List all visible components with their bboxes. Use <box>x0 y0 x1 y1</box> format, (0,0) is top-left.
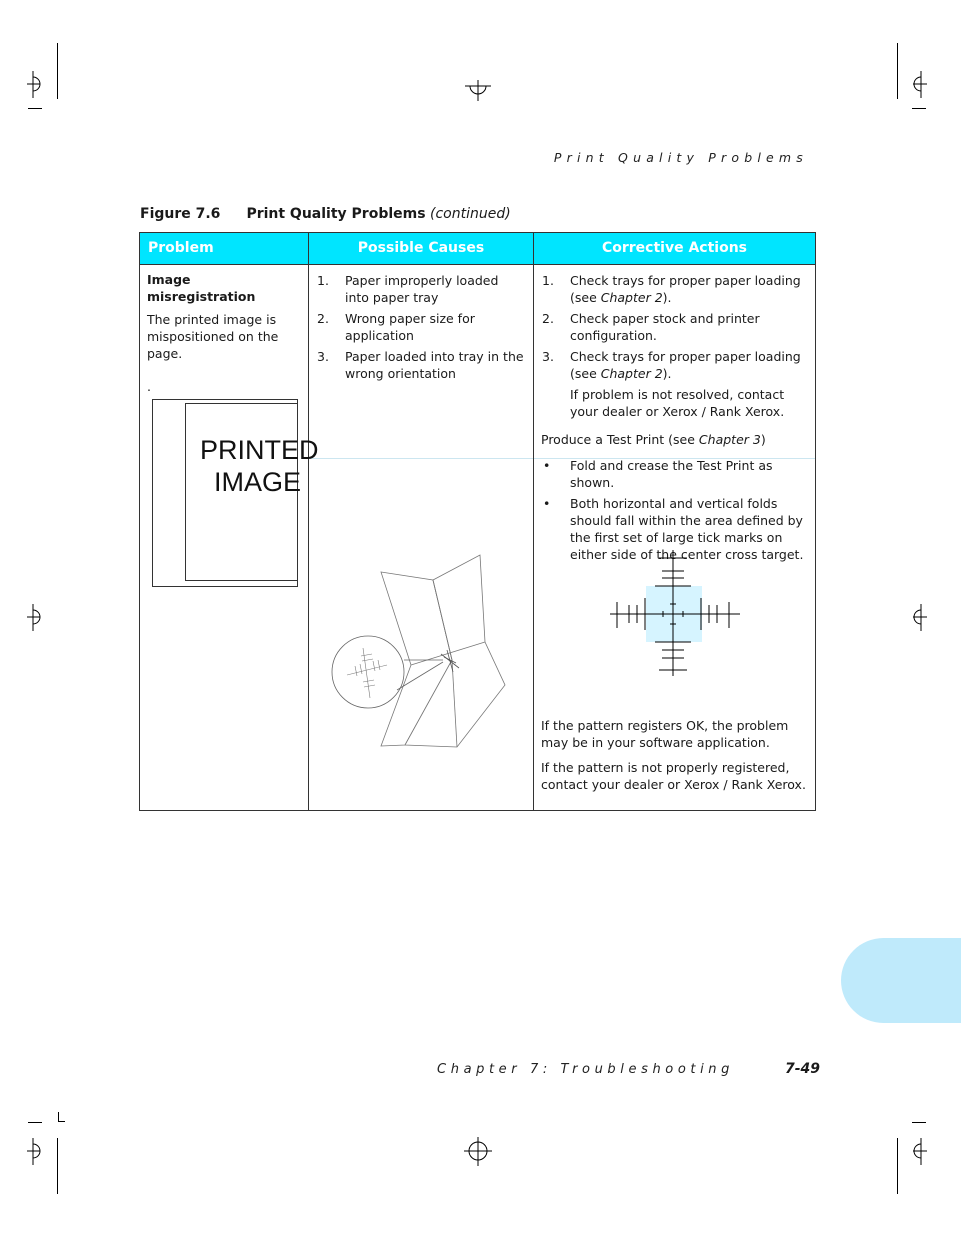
column-header-causes: Possible Causes <box>309 233 534 265</box>
problem-stray-mark: . <box>147 379 151 394</box>
footer-chapter: Chapter 7: Troubleshooting <box>437 1062 734 1077</box>
list-item: • Fold and crease the Test Print as shown. <box>543 458 773 490</box>
result-bad-text: If the pattern is not properly registered, contact your dealer or Xerox / Rank Xerox. <box>541 760 806 792</box>
list-item: 3. Check trays for proper paper loading (see Chapter 2). <box>542 349 801 381</box>
problem-description: The printed image is mispositioned on the page. <box>147 312 279 361</box>
result-ok-text: If the pattern registers OK, the problem may be in your software application. <box>541 718 789 750</box>
figure-qualifier: (continued) <box>430 206 511 222</box>
test-print-instruction: Produce a Test Print (see Chapter 3) <box>541 432 766 447</box>
chapter-tab <box>841 938 961 1023</box>
list-item: 2. Check paper stock and printer configuration. <box>542 311 760 343</box>
list-item: 2. Wrong paper size for application <box>317 311 475 343</box>
column-header-actions: Corrective Actions <box>534 233 816 265</box>
page-number: 7-49 <box>785 1061 821 1077</box>
figure-number: Figure 7.6 <box>140 206 221 222</box>
causes-list <box>316 272 526 382</box>
action-note: If problem is not resolved, contact your dealer or Xerox / Rank Xerox. <box>570 387 785 419</box>
problem-title: Image misregistration <box>147 272 256 304</box>
printed-image-line1: PRINTED <box>200 435 319 465</box>
list-item: 3. Paper loaded into tray in the wrong orientation <box>317 349 524 381</box>
figure-caption <box>140 206 511 222</box>
list-item: 1. Paper improperly loaded into paper tray <box>317 273 499 305</box>
folded-test-print-illustration <box>325 550 510 750</box>
list-item: • Both horizontal and vertical folds should fall within the area defined by the first set of large tick marks on either side of the center cross target. <box>543 496 804 562</box>
figure-title: Print Quality Problems <box>246 206 426 222</box>
cross-target-illustration <box>605 550 745 680</box>
magnifier-circle <box>332 636 404 708</box>
printed-image-line2: IMAGE <box>214 467 302 497</box>
actions-cell <box>534 265 816 811</box>
list-item: 1. Check trays for proper paper loading (see Chapter 2). <box>542 273 801 305</box>
column-header-problem: Problem <box>140 233 309 265</box>
table-header-row <box>140 233 816 265</box>
misregistered-image-illustration <box>185 403 319 581</box>
actions-list <box>541 272 808 382</box>
running-header: Print Quality Problems <box>553 150 808 165</box>
